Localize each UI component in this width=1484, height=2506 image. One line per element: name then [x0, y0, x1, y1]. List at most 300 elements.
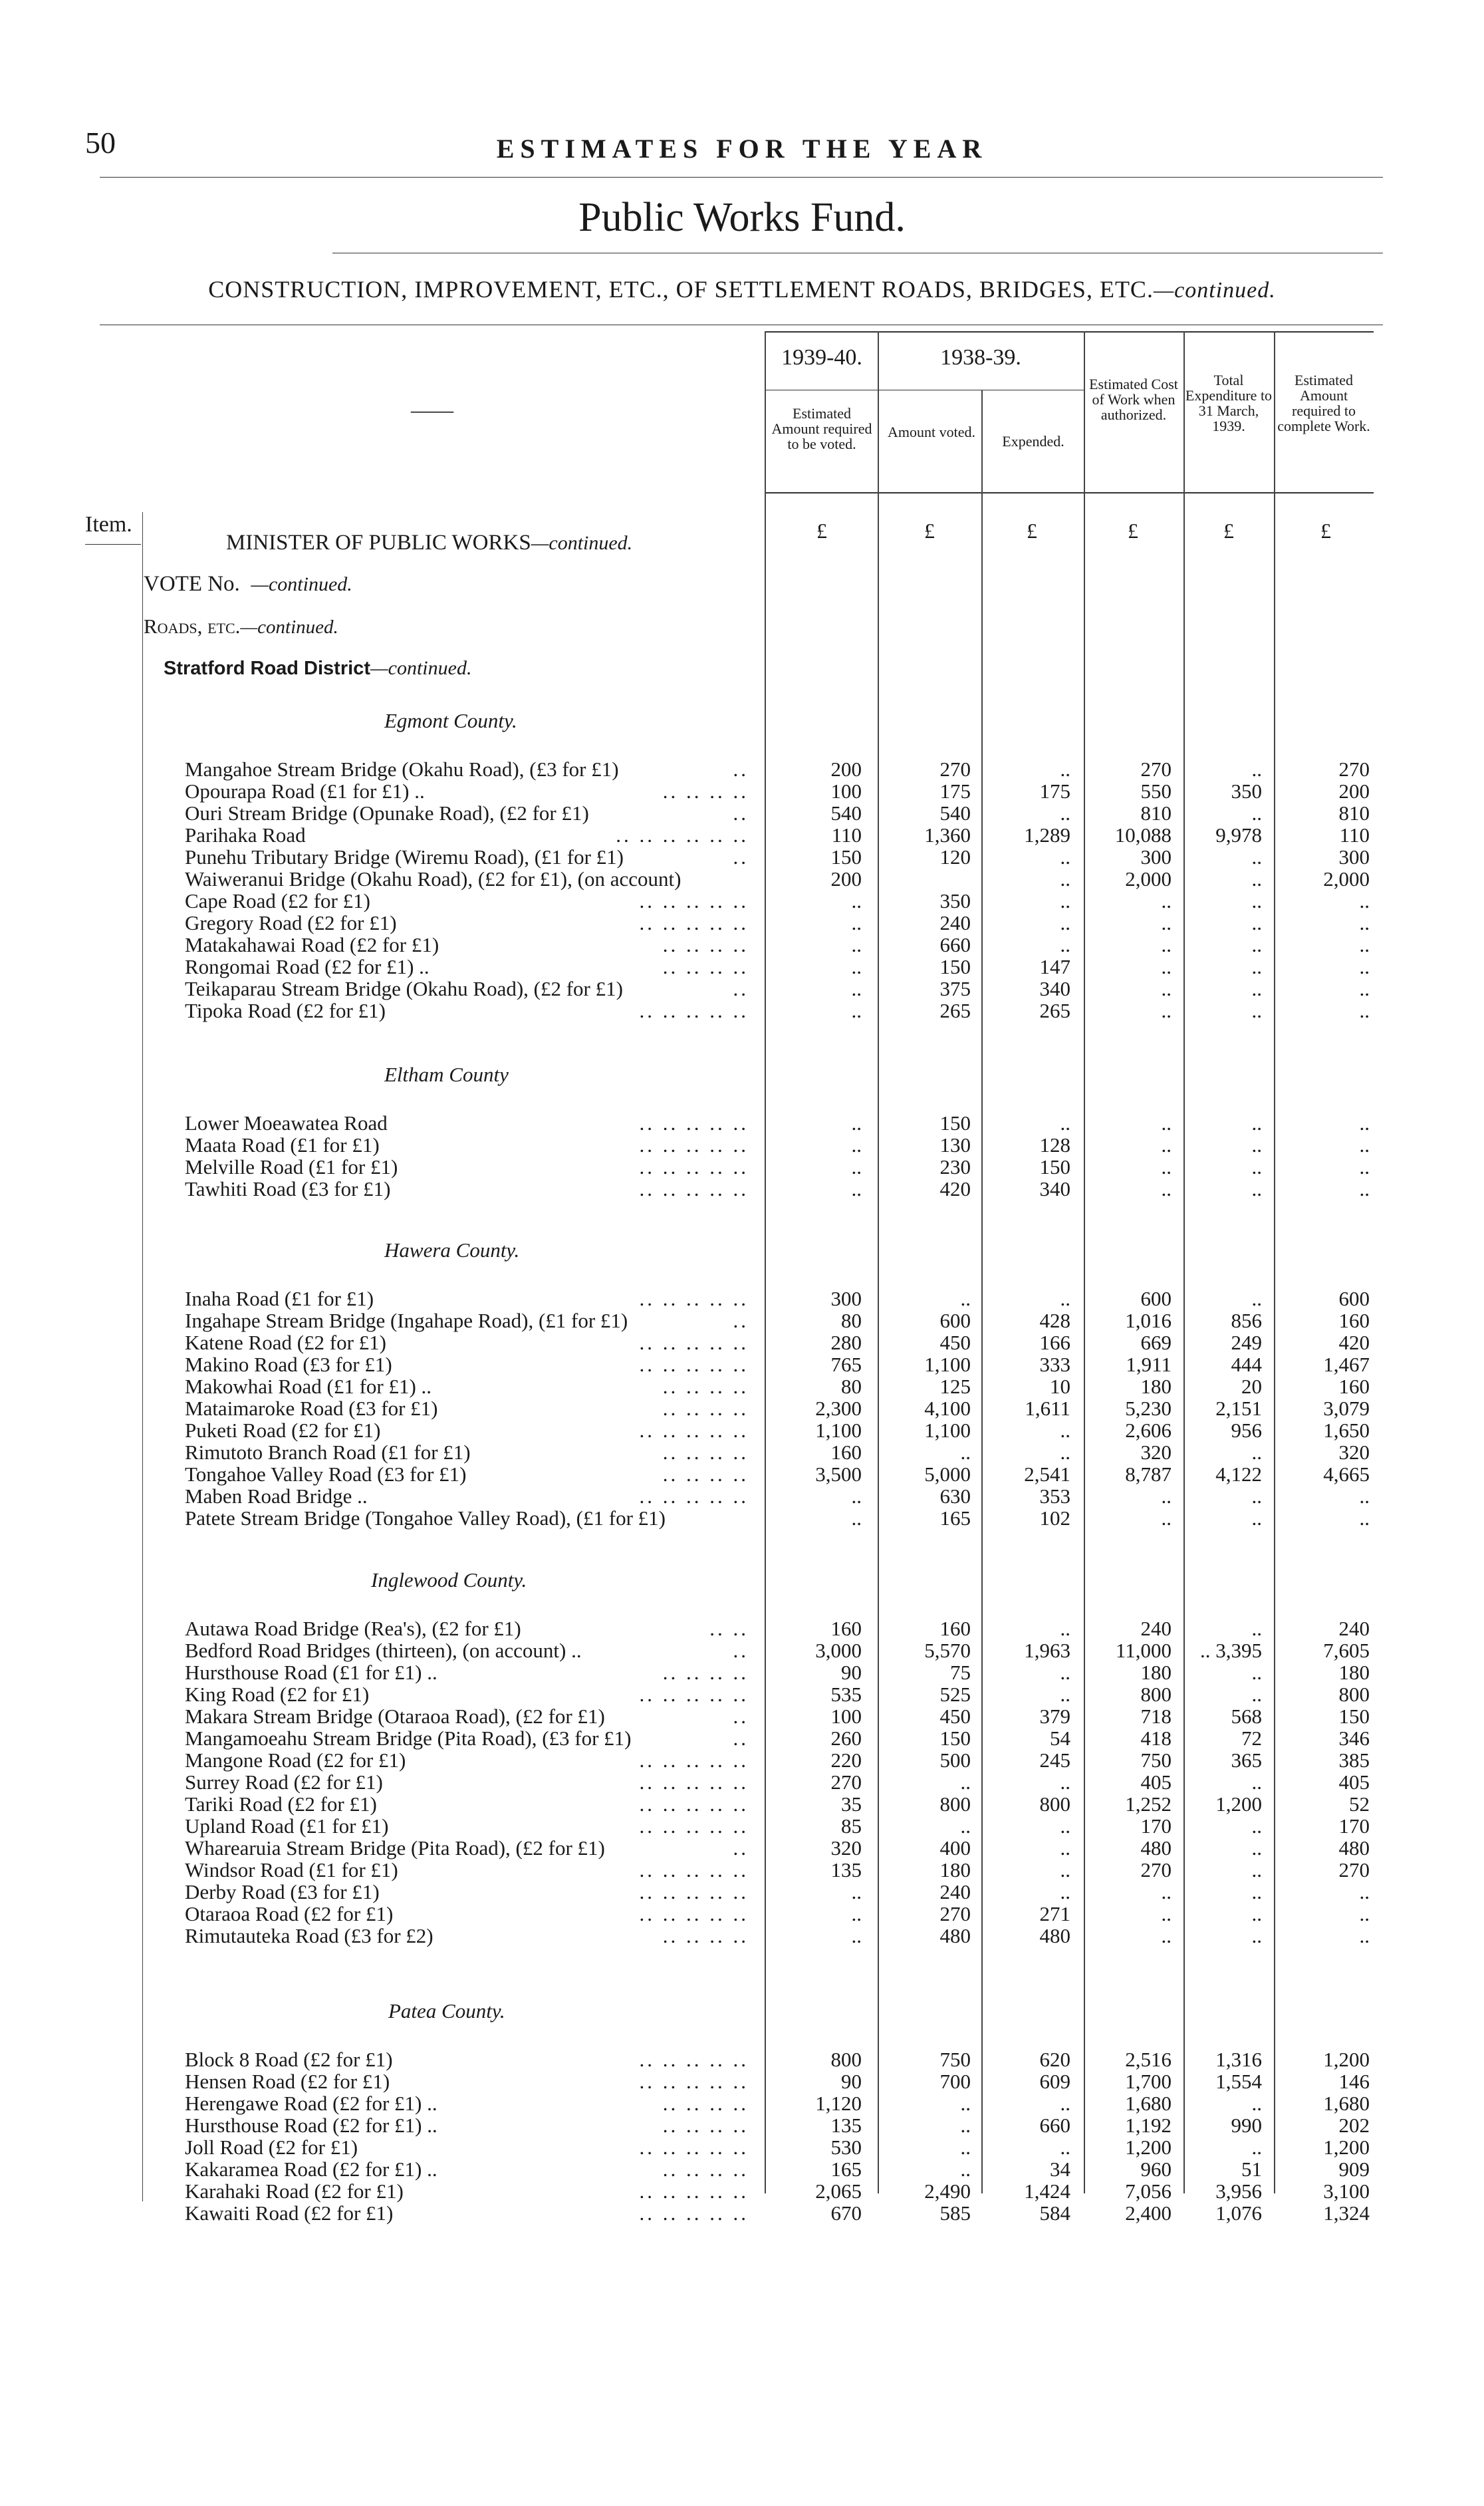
- table-row: [0, 890, 1484, 912]
- cell-total: ..: [1251, 1287, 1262, 1310]
- cell-voted: ..: [960, 2114, 971, 2137]
- cell-est: 80: [841, 1309, 862, 1332]
- leader-dots: .. .. .. ..: [662, 2158, 749, 2181]
- cell-exp: 102: [1039, 1506, 1070, 1530]
- table-row: [0, 1485, 1484, 1507]
- table-row: [0, 1310, 1484, 1331]
- cell-complete: ..: [1359, 1177, 1370, 1200]
- subtitle: [0, 275, 1484, 303]
- cell-total: ..: [1251, 1441, 1262, 1464]
- cell-voted: 420: [939, 1177, 971, 1200]
- table-row: [0, 1925, 1484, 1947]
- road-name: Puketi Road (£2 for £1): [185, 1419, 381, 1442]
- cell-voted: 350: [939, 889, 971, 912]
- cell-voted: 265: [939, 999, 971, 1022]
- leader-dots: .. .. .. .. ..: [639, 1902, 749, 1925]
- cell-complete: 4,665: [1323, 1462, 1370, 1486]
- leader-dots: ..: [733, 1639, 749, 1662]
- road-name: Makara Stream Bridge (Otaraoa Road), (£2 for £1): [185, 1705, 605, 1728]
- leader-dots: .. .. .. .. ..: [639, 1770, 749, 1794]
- cell-voted: ..: [960, 1770, 971, 1794]
- cell-voted: ..: [960, 1287, 971, 1310]
- cell-est: 85: [841, 1814, 862, 1838]
- cell-exp: ..: [1060, 1770, 1070, 1794]
- currency-symbol: £: [1320, 519, 1331, 543]
- road-name: Maata Road (£1 for £1): [185, 1133, 380, 1157]
- cell-total: ..: [1251, 1770, 1262, 1794]
- cell-exp: 175: [1039, 779, 1070, 803]
- cell-exp: ..: [1060, 1617, 1070, 1640]
- table-row: [0, 1617, 1484, 1639]
- cell-total: 51: [1241, 2158, 1262, 2181]
- table-row: [0, 1419, 1484, 1441]
- cell-est: 160: [830, 1617, 862, 1640]
- cell-cost: ..: [1161, 889, 1172, 912]
- leader-dots: ..: [733, 845, 749, 869]
- road-name: Wharearuia Stream Bridge (Pita Road), (£2 for £1): [185, 1836, 605, 1860]
- road-name: Tariki Road (£2 for £1): [185, 1792, 377, 1816]
- cell-voted: 5,570: [924, 1639, 971, 1662]
- table-row: [0, 2158, 1484, 2180]
- cell-complete: ..: [1359, 1155, 1370, 1179]
- road-name: Tipoka Road (£2 for £1): [185, 999, 386, 1022]
- cell-total: 350: [1231, 779, 1262, 803]
- cell-voted: 500: [939, 1748, 971, 1772]
- road-name: Windsor Road (£1 for £1): [185, 1858, 398, 1881]
- cell-voted: 230: [939, 1155, 971, 1179]
- road-name: King Road (£2 for £1): [185, 1683, 370, 1706]
- road-name: Mangone Road (£2 for £1): [185, 1748, 406, 1772]
- cell-exp: 150: [1039, 1155, 1070, 1179]
- road-name: Hensen Road (£2 for £1): [185, 2070, 390, 2093]
- leader-dots: .. .. .. .. ..: [639, 1484, 749, 1508]
- cell-complete: ..: [1359, 1880, 1370, 1903]
- table-row: [0, 1705, 1484, 1727]
- cell-exp: ..: [1060, 845, 1070, 869]
- cell-est: ..: [851, 1902, 862, 1925]
- cell-total: 9,978: [1215, 823, 1262, 847]
- cell-voted: 5,000: [924, 1462, 971, 1486]
- cell-complete: 3,100: [1323, 2179, 1370, 2203]
- cell-voted: 800: [939, 1792, 971, 1816]
- cell-exp: ..: [1060, 1287, 1070, 1310]
- cell-total: 249: [1231, 1331, 1262, 1354]
- cell-voted: 240: [939, 911, 971, 934]
- road-name: Upland Road (£1 for £1): [185, 1814, 389, 1838]
- cell-complete: 1,680: [1323, 2092, 1370, 2115]
- district-name: Stratford Road District: [164, 658, 370, 679]
- cell-total: 1,076: [1215, 2201, 1262, 2225]
- col-expended: Expended.: [1002, 433, 1064, 450]
- table-row: [0, 846, 1484, 868]
- cell-est: ..: [851, 1133, 862, 1157]
- cell-voted: 630: [939, 1484, 971, 1508]
- road-name: Mangamoeahu Stream Bridge (Pita Road), (£3 for £1): [185, 1727, 632, 1750]
- col-estimated-complete: Estimated Amount required to complete Work.: [1277, 372, 1370, 435]
- cell-complete: ..: [1359, 955, 1370, 978]
- table-row: [0, 1112, 1484, 1134]
- year-1938-39: 1938-39.: [940, 345, 1021, 370]
- cell-voted: 525: [939, 1683, 971, 1706]
- cell-total: 4,122: [1215, 1462, 1262, 1486]
- vote-heading: [144, 572, 352, 597]
- road-name: Rimutoto Branch Road (£1 for £1): [185, 1441, 471, 1464]
- table-row: [0, 1156, 1484, 1178]
- table-row: [0, 1463, 1484, 1485]
- table-row: [0, 934, 1484, 956]
- cell-total: ..: [1251, 1133, 1262, 1157]
- cell-voted: 165: [939, 1506, 971, 1530]
- cell-exp: 271: [1039, 1902, 1070, 1925]
- table-row: [0, 1288, 1484, 1310]
- cell-est: 90: [841, 1661, 862, 1684]
- cell-est: 2,300: [815, 1397, 862, 1420]
- cell-total: ..: [1251, 1111, 1262, 1135]
- road-name: Otaraoa Road (£2 for £1): [185, 1902, 394, 1925]
- cell-total: ..: [1251, 1814, 1262, 1838]
- cell-est: 300: [830, 1287, 862, 1310]
- cell-exp: 34: [1050, 2158, 1070, 2181]
- cell-complete: ..: [1359, 977, 1370, 1000]
- cell-complete: 600: [1338, 1287, 1370, 1310]
- road-name: Matakahawai Road (£2 for £1): [185, 933, 439, 956]
- cell-total: ..: [1251, 1661, 1262, 1684]
- cell-exp: 2,541: [1024, 1462, 1070, 1486]
- cell-cost: 1,700: [1125, 2070, 1172, 2093]
- leader-dots: .. .. .. .. ..: [639, 889, 749, 912]
- cell-est: 270: [830, 1770, 862, 1794]
- table-row: [0, 1815, 1484, 1837]
- road-name: Opourapa Road (£1 for £1) ..: [185, 779, 425, 803]
- cell-voted: 120: [939, 845, 971, 869]
- cell-exp: 584: [1039, 2201, 1070, 2225]
- cell-complete: 270: [1338, 758, 1370, 781]
- road-name: Punehu Tributary Bridge (Wiremu Road), (£1 for £1): [185, 845, 624, 869]
- minister-name: MINISTER OF PUBLIC WORKS: [226, 531, 531, 555]
- cell-cost: 405: [1140, 1770, 1172, 1794]
- road-name: Ingahape Stream Bridge (Ingahape Road), (£1 for £1): [185, 1309, 628, 1332]
- cell-est: 35: [841, 1792, 862, 1816]
- cell-voted: 4,100: [924, 1397, 971, 1420]
- cell-total: 365: [1231, 1748, 1262, 1772]
- road-name: Makowhai Road (£1 for £1) ..: [185, 1375, 432, 1398]
- cell-est: ..: [851, 1506, 862, 1530]
- cell-total: 856: [1231, 1309, 1262, 1332]
- cell-complete: 300: [1338, 845, 1370, 869]
- cell-cost: ..: [1161, 1133, 1172, 1157]
- leader-dots: .. .. .. ..: [662, 2114, 749, 2137]
- currency-symbol: £: [1223, 519, 1234, 543]
- roads-continued: —continued.: [240, 617, 338, 638]
- cell-complete: 385: [1338, 1748, 1370, 1772]
- cell-cost: ..: [1161, 1902, 1172, 1925]
- minister-continued: —continued.: [531, 532, 633, 554]
- cell-voted: 2,490: [924, 2179, 971, 2203]
- header-top-rule: [765, 331, 1374, 333]
- cell-cost: ..: [1161, 1484, 1172, 1508]
- cell-voted: 270: [939, 758, 971, 781]
- table-row: [0, 1639, 1484, 1661]
- cell-cost: 1,192: [1125, 2114, 1172, 2137]
- cell-cost: 11,000: [1115, 1639, 1172, 1662]
- cell-est: ..: [851, 955, 862, 978]
- cell-total: 1,554: [1215, 2070, 1262, 2093]
- cell-cost: 1,200: [1125, 2136, 1172, 2159]
- roads-heading: [144, 615, 338, 638]
- road-name: Autawa Road Bridge (Rea's), (£2 for £1): [185, 1617, 521, 1640]
- leader-dots: .. .. .. ..: [662, 1661, 749, 1684]
- cell-cost: ..: [1161, 1924, 1172, 1947]
- cell-exp: 166: [1039, 1331, 1070, 1354]
- table-row: [0, 1134, 1484, 1156]
- table-row: [0, 1375, 1484, 1397]
- table-row: [0, 1661, 1484, 1683]
- cell-voted: 150: [939, 955, 971, 978]
- leader-dots: .. .. .. .. ..: [639, 1111, 749, 1135]
- cell-total: ..: [1251, 758, 1262, 781]
- cell-cost: 7,056: [1125, 2179, 1172, 2203]
- cell-cost: 418: [1140, 1727, 1172, 1750]
- cell-exp: 1,963: [1024, 1639, 1070, 1662]
- road-name: Tawhiti Road (£3 for £1): [185, 1177, 391, 1200]
- cell-est: 3,000: [815, 1639, 862, 1662]
- cell-total: 1,200: [1215, 1792, 1262, 1816]
- cell-voted: 375: [939, 977, 971, 1000]
- table-row: [0, 1727, 1484, 1749]
- cell-cost: 320: [1140, 1441, 1172, 1464]
- road-name: Kakaramea Road (£2 for £1) ..: [185, 2158, 437, 2181]
- cell-total: ..: [1251, 1858, 1262, 1881]
- cell-exp: ..: [1060, 801, 1070, 825]
- county-heading: Eltham County: [384, 1063, 509, 1086]
- road-name: Herengawe Road (£2 for £1) ..: [185, 2092, 437, 2115]
- cell-total: ..: [1251, 1506, 1262, 1530]
- cell-cost: ..: [1161, 1880, 1172, 1903]
- cell-voted: ..: [960, 2092, 971, 2115]
- cell-voted: 585: [939, 2201, 971, 2225]
- cell-total: ..: [1251, 867, 1262, 891]
- cell-exp: 147: [1039, 955, 1070, 978]
- leader-dots: .. .. .. .. ..: [639, 911, 749, 934]
- leader-dots: ..: [733, 1705, 749, 1728]
- cell-complete: 170: [1338, 1814, 1370, 1838]
- cell-exp: ..: [1060, 2092, 1070, 2115]
- county-heading: Egmont County.: [384, 709, 517, 732]
- leader-dots: .. .. .. .. ..: [639, 1133, 749, 1157]
- cell-total: ..: [1251, 1880, 1262, 1903]
- item-label: Item.: [85, 512, 132, 537]
- table-row: [0, 1397, 1484, 1419]
- road-name: Block 8 Road (£2 for £1): [185, 2048, 393, 2071]
- cell-est: 150: [830, 845, 862, 869]
- cell-cost: 800: [1140, 1683, 1172, 1706]
- cell-est: 530: [830, 2136, 862, 2159]
- cell-exp: 428: [1039, 1309, 1070, 1332]
- cell-cost: 2,000: [1125, 867, 1172, 891]
- cell-cost: 8,787: [1125, 1462, 1172, 1486]
- header-rule: [100, 177, 1383, 178]
- cell-cost: 669: [1140, 1331, 1172, 1354]
- leader-dots: .. .. .. .. ..: [639, 2179, 749, 2203]
- cell-voted: 1,360: [924, 823, 971, 847]
- cell-est: 1,100: [815, 1419, 862, 1442]
- cell-complete: 810: [1338, 801, 1370, 825]
- cell-total: ..: [1251, 2136, 1262, 2159]
- leader-dots: .. .. .. .. ..: [639, 2048, 749, 2071]
- cell-cost: 180: [1140, 1661, 1172, 1684]
- cell-total: 568: [1231, 1705, 1262, 1728]
- leader-dots: .. .. .. ..: [662, 1397, 749, 1420]
- cell-est: ..: [851, 1155, 862, 1179]
- cell-voted: 130: [939, 1133, 971, 1157]
- cell-total: ..: [1251, 1902, 1262, 1925]
- cell-voted: 160: [939, 1617, 971, 1640]
- road-name: Rimutauteka Road (£3 for £2): [185, 1924, 433, 1947]
- cell-exp: 800: [1039, 1792, 1070, 1816]
- cell-est: ..: [851, 911, 862, 934]
- district-heading: [164, 657, 471, 680]
- table-row: [0, 2136, 1484, 2158]
- table-row: [0, 1749, 1484, 1771]
- cell-cost: 2,516: [1125, 2048, 1172, 2071]
- cell-complete: 52: [1349, 1792, 1370, 1816]
- cell-voted: ..: [960, 1814, 971, 1838]
- cell-complete: 1,200: [1323, 2048, 1370, 2071]
- cell-est: 200: [830, 758, 862, 781]
- cell-voted: 660: [939, 933, 971, 956]
- cell-total: 1,316: [1215, 2048, 1262, 2071]
- cell-cost: 2,606: [1125, 1419, 1172, 1442]
- cell-exp: ..: [1060, 1858, 1070, 1881]
- cell-complete: ..: [1359, 933, 1370, 956]
- leader-dots: .. .. .. .. ..: [639, 1683, 749, 1706]
- cell-exp: 265: [1039, 999, 1070, 1022]
- cell-complete: ..: [1359, 1111, 1370, 1135]
- cell-complete: 146: [1338, 2070, 1370, 2093]
- cell-est: 135: [830, 2114, 862, 2137]
- cell-exp: 353: [1039, 1484, 1070, 1508]
- cell-cost: ..: [1161, 933, 1172, 956]
- roads-label: Roads, etc.: [144, 615, 241, 638]
- cell-total: 990: [1231, 2114, 1262, 2137]
- cell-complete: 405: [1338, 1770, 1370, 1794]
- county-heading: Hawera County.: [384, 1238, 520, 1262]
- col-total-expenditure: Total Expenditure to 31 March, 1939.: [1185, 372, 1273, 435]
- fund-title: Public Works Fund.: [578, 195, 906, 240]
- cell-total: ..: [1251, 1617, 1262, 1640]
- subtitle-continued: —continued.: [1153, 278, 1276, 303]
- cell-complete: 1,324: [1323, 2201, 1370, 2225]
- cell-voted: ..: [960, 1441, 971, 1464]
- leader-dots: .. .. .. ..: [662, 933, 749, 956]
- leader-dots: .. .. .. .. ..: [639, 1814, 749, 1838]
- cell-complete: 346: [1338, 1727, 1370, 1750]
- subtitle-main: CONSTRUCTION, IMPROVEMENT, ETC., OF SETTLEMENT ROADS, BRIDGES, ETC.: [208, 276, 1154, 303]
- table-row: [0, 1683, 1484, 1705]
- cell-est: 135: [830, 1858, 862, 1881]
- cell-complete: ..: [1359, 1133, 1370, 1157]
- cell-exp: ..: [1060, 933, 1070, 956]
- cell-voted: 700: [939, 2070, 971, 2093]
- road-name: Mataimaroke Road (£3 for £1): [185, 1397, 438, 1420]
- cell-exp: ..: [1060, 1111, 1070, 1135]
- item-rule: [85, 544, 141, 545]
- table-row: [0, 2070, 1484, 2092]
- cell-est: 670: [830, 2201, 862, 2225]
- cell-cost: 180: [1140, 1375, 1172, 1398]
- cell-cost: 300: [1140, 845, 1172, 869]
- leader-dots: .. .. .. .. ..: [639, 1287, 749, 1310]
- road-name: Teikaparau Stream Bridge (Okahu Road), (£2 for £1): [185, 977, 623, 1000]
- cell-est: 2,065: [815, 2179, 862, 2203]
- cell-est: ..: [851, 1177, 862, 1200]
- table-row: [0, 2202, 1484, 2224]
- road-name: Derby Road (£3 for £1): [185, 1880, 380, 1903]
- cell-complete: 180: [1338, 1661, 1370, 1684]
- cell-cost: ..: [1161, 1111, 1172, 1135]
- currency-symbol: £: [924, 519, 935, 543]
- table-row: [0, 758, 1484, 780]
- cell-complete: 420: [1338, 1331, 1370, 1354]
- leader-dots: .. .. .. .. ..: [639, 1155, 749, 1179]
- cell-exp: ..: [1060, 758, 1070, 781]
- cell-cost: 1,252: [1125, 1792, 1172, 1816]
- cell-total: ..: [1251, 999, 1262, 1022]
- cell-complete: 240: [1338, 1617, 1370, 1640]
- cell-exp: 340: [1039, 1177, 1070, 1200]
- cell-complete: 270: [1338, 1858, 1370, 1881]
- leader-dots: ..: [733, 801, 749, 825]
- leader-dots: .. .. .. .. ..: [639, 1880, 749, 1903]
- leader-dots: .. .. .. ..: [662, 1462, 749, 1486]
- cell-voted: 180: [939, 1858, 971, 1881]
- cell-cost: 750: [1140, 1748, 1172, 1772]
- leader-dots: .. .. .. .. ..: [639, 2136, 749, 2159]
- cell-cost: 170: [1140, 1814, 1172, 1838]
- cell-total: ..: [1251, 1484, 1262, 1508]
- cell-cost: 1,911: [1126, 1353, 1172, 1376]
- county-heading: Patea County.: [388, 1999, 505, 2022]
- leader-dots: ..: [733, 1309, 749, 1332]
- road-name: Tongahoe Valley Road (£3 for £1): [185, 1462, 467, 1486]
- cell-exp: 340: [1039, 977, 1070, 1000]
- cell-complete: 800: [1338, 1683, 1370, 1706]
- cell-voted: 75: [950, 1661, 971, 1684]
- cell-est: 110: [831, 823, 862, 847]
- table-row: [0, 1000, 1484, 1022]
- road-name: Kawaiti Road (£2 for £1): [185, 2201, 394, 2225]
- leader-dots: ..: [733, 758, 749, 781]
- cell-exp: ..: [1060, 2136, 1070, 2159]
- leader-dots: .. .. .. .. ..: [639, 999, 749, 1022]
- cell-exp: 620: [1039, 2048, 1070, 2071]
- road-name: Melville Road (£1 for £1): [185, 1155, 398, 1179]
- table-row: [0, 780, 1484, 802]
- cell-total: 20: [1241, 1375, 1262, 1398]
- cell-complete: ..: [1359, 1506, 1370, 1530]
- cell-total: 3,956: [1215, 2179, 1262, 2203]
- cell-complete: ..: [1359, 1902, 1370, 1925]
- cell-cost: 600: [1140, 1287, 1172, 1310]
- table-row: [0, 1771, 1484, 1793]
- cell-exp: ..: [1060, 1441, 1070, 1464]
- district-continued: —continued.: [370, 657, 472, 679]
- cell-exp: 480: [1039, 1924, 1070, 1947]
- cell-total: ..: [1251, 1177, 1262, 1200]
- cell-exp: ..: [1060, 1661, 1070, 1684]
- cell-total: ..: [1251, 933, 1262, 956]
- leader-dots: .. .. .. .. ..: [639, 1858, 749, 1881]
